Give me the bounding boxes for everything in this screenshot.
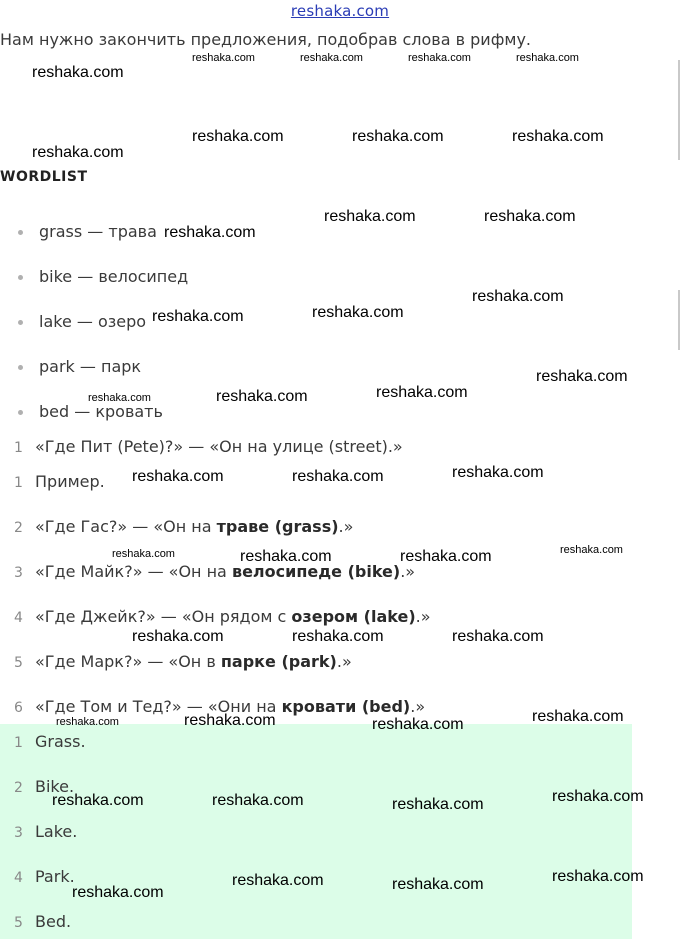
sentence-item xyxy=(14,436,403,458)
watermark-text: reshaka.com xyxy=(32,144,124,161)
sentence-text: .» xyxy=(336,652,352,671)
watermark-text: reshaka.com xyxy=(312,304,404,321)
answer-text: Lake. xyxy=(35,822,78,841)
sentence-item xyxy=(14,471,105,493)
watermark-text: reshaka.com xyxy=(484,208,576,225)
watermark-text: reshaka.com xyxy=(512,128,604,145)
sentence-item xyxy=(14,516,353,538)
sentence-text: «Где Марк?» — «Он в xyxy=(35,652,221,671)
sentence-text: «Где Том и Тед?» — «Они на xyxy=(35,697,282,716)
answer-number: 4 xyxy=(14,870,23,886)
answer-text: Bed. xyxy=(35,912,72,931)
sentence-item xyxy=(14,651,352,673)
sentence-item xyxy=(14,561,415,583)
watermark-text: reshaka.com xyxy=(472,288,564,305)
sentence-number: 3 xyxy=(14,565,23,581)
wordlist-item: grass — трава xyxy=(18,221,157,243)
answer-text: Park. xyxy=(35,867,75,886)
watermark-text: reshaka.com xyxy=(536,368,628,385)
watermark-text: reshaka.com xyxy=(52,792,144,809)
task-intro: Нам нужно закончить предложения, подобрав слова в рифму. xyxy=(0,30,531,49)
answer-word: озером (lake) xyxy=(291,607,416,626)
answer-word: кровати (bed) xyxy=(281,697,411,716)
sentence-number: 1 xyxy=(14,475,23,491)
sentence-text: .» xyxy=(338,517,354,536)
watermark-text: reshaka.com xyxy=(72,884,164,901)
sentence-number: 4 xyxy=(14,610,23,626)
sentence-number: 5 xyxy=(14,655,23,671)
watermark-text: reshaka.com xyxy=(516,52,579,64)
answer-text: Bike. xyxy=(35,777,75,796)
watermark-text: reshaka.com xyxy=(408,52,471,64)
watermark-text: reshaka.com xyxy=(292,468,384,485)
watermark-text: reshaka.com xyxy=(300,52,363,64)
bullet-icon xyxy=(18,320,23,325)
watermark-text: reshaka.com xyxy=(324,208,416,225)
watermark-text: reshaka.com xyxy=(552,788,644,805)
answer-word: велосипеде (bike) xyxy=(231,562,401,581)
sentence-number: 2 xyxy=(14,520,23,536)
watermark-text: reshaka.com xyxy=(352,128,444,145)
sentence-text: Пример. xyxy=(35,472,105,491)
bullet-icon xyxy=(18,275,23,280)
watermark-text: reshaka.com xyxy=(32,64,124,81)
sentence-text: .» xyxy=(415,607,431,626)
answer-number: 1 xyxy=(14,735,23,751)
sentence-text: «Где Пит (Pete)?» — «Он на улице (street).» xyxy=(35,437,403,456)
watermark-text: reshaka.com xyxy=(192,128,284,145)
watermark-text: reshaka.com xyxy=(88,392,151,404)
watermark-text: reshaka.com xyxy=(56,716,119,728)
watermark-text: reshaka.com xyxy=(452,464,544,481)
watermark-text: reshaka.com xyxy=(400,548,492,565)
answer-item xyxy=(14,821,77,843)
watermark-text: reshaka.com xyxy=(132,628,224,645)
watermark-text: reshaka.com xyxy=(232,872,324,889)
sentence-text: .» xyxy=(410,697,426,716)
watermark-text: reshaka.com xyxy=(392,876,484,893)
wordlist-item: bike — велосипед xyxy=(18,266,188,288)
watermark-text: reshaka.com xyxy=(376,384,468,401)
bullet-icon xyxy=(18,410,23,415)
sentence-text: .» xyxy=(400,562,416,581)
bullet-icon xyxy=(18,365,23,370)
answer-number: 5 xyxy=(14,915,23,931)
watermark-text: reshaka.com xyxy=(552,868,644,885)
answer-number: 2 xyxy=(14,780,23,796)
answers-box xyxy=(0,724,632,939)
watermark-text: reshaka.com xyxy=(372,716,464,733)
sentence-item xyxy=(14,606,431,628)
watermark-text: reshaka.com xyxy=(164,224,256,241)
watermark-text: reshaka.com xyxy=(192,52,255,64)
wordlist-item: park — парк xyxy=(18,356,141,378)
answer-item xyxy=(14,911,71,933)
wordlist-heading: WORDLIST xyxy=(0,169,88,185)
wordlist-item: bed — кровать xyxy=(18,401,163,423)
watermark-text: reshaka.com xyxy=(132,468,224,485)
sentence-number: 6 xyxy=(14,700,23,716)
sentence-text: «Где Майк?» — «Он на xyxy=(35,562,232,581)
answer-word: парке (park) xyxy=(220,652,337,671)
answer-item xyxy=(14,731,86,753)
answer-item xyxy=(14,866,75,888)
sentence-number: 1 xyxy=(14,440,23,456)
sentence-text: «Где Джейк?» — «Он рядом с xyxy=(35,607,292,626)
watermark-text: reshaka.com xyxy=(292,628,384,645)
answer-word: траве (grass) xyxy=(216,517,339,536)
sentence-text: «Где Гас?» — «Он на xyxy=(35,517,217,536)
answer-text: Grass. xyxy=(35,732,86,751)
watermark-text: reshaka.com xyxy=(216,388,308,405)
answer-number: 3 xyxy=(14,825,23,841)
watermark-text: reshaka.com xyxy=(212,792,304,809)
watermark-text: reshaka.com xyxy=(152,308,244,325)
watermark-text: reshaka.com xyxy=(532,708,624,725)
wordlist-item: lake — озеро xyxy=(18,311,146,333)
watermark-text: reshaka.com xyxy=(392,796,484,813)
bullet-icon xyxy=(18,230,23,235)
watermark-text: reshaka.com xyxy=(240,548,332,565)
site-link[interactable]: reshaka.com xyxy=(290,2,390,20)
watermark-text: reshaka.com xyxy=(560,544,623,556)
watermark-text: reshaka.com xyxy=(452,628,544,645)
watermark-text: reshaka.com xyxy=(184,712,276,729)
watermark-text: reshaka.com xyxy=(112,548,175,560)
